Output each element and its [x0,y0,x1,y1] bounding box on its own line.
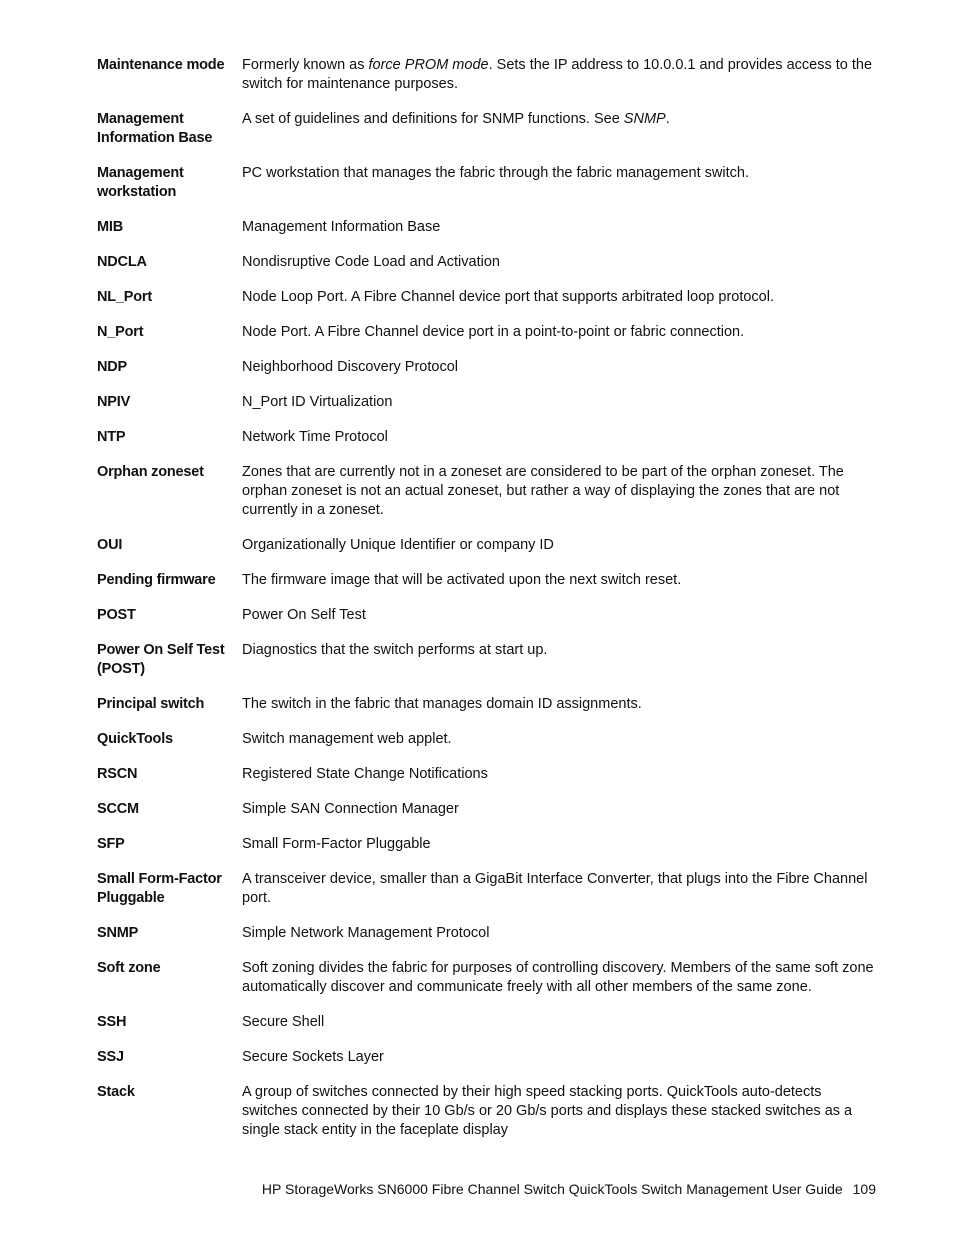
definition-emphasis: SNMP [623,111,666,127]
definition-text: Network Time Protocol [242,429,388,445]
glossary-term: SSH [97,1014,127,1030]
definition-emphasis: force PROM mode [368,57,489,73]
glossary-term: SFP [97,836,125,852]
definition-text: A group of switches connected by their high speed stacking ports. QuickTools auto-detects switches connected by their 10 Gb/s or 20 Gb/s ports and displays these stacked switches as a single stack entity in the faceplate display [242,1084,853,1138]
definition-text: The switch in the fabric that manages domain ID assignments. [242,696,642,712]
glossary-definition [242,765,877,784]
glossary-definition [242,110,877,129]
definition-text: . [665,111,670,127]
glossary-term: QuickTools [97,731,173,747]
glossary-term: NDCLA [97,254,147,270]
glossary-term: Soft zone [97,960,161,976]
glossary-term: NDP [97,359,128,375]
glossary-entry [97,393,877,412]
glossary-term: NL_Port [97,289,152,305]
definition-text: A transceiver device, smaller than a GigaBit Interface Converter, that plugs into the Fibre Channel port. [242,871,868,906]
glossary-definition [242,641,877,660]
definition-text: Neighborhood Discovery Protocol [242,359,458,375]
glossary-term: NPIV [97,394,131,410]
glossary-list [97,56,877,1156]
definition-text: Zones that are currently not in a zoneset are considered to be part of the orphan zoneset. The orphan zoneset is not an actual zoneset, but rather a way of displaying the zones that are not currently in a zoneset. [242,464,844,518]
definition-text: Registered State Change Notifications [242,766,488,782]
glossary-term: SSJ [97,1049,124,1065]
definition-text: Node Loop Port. A Fibre Channel device port that supports arbitrated loop protocol. [242,289,774,305]
glossary-entry [97,606,877,625]
glossary-entry [97,1083,877,1140]
definition-text: . Sets the IP address to 10.0.0.1 and provides access to the switch for maintenance purposes. [242,57,873,92]
glossary-term: NTP [97,429,126,445]
glossary-definition [242,1013,877,1032]
definition-text: PC workstation that manages the fabric through the fabric management switch. [242,165,749,181]
glossary-definition [242,835,877,854]
glossary-definition [242,1083,877,1140]
definition-text: Simple SAN Connection Manager [242,801,459,817]
glossary-term: SNMP [97,925,139,941]
definition-text: Power On Self Test [242,607,366,623]
glossary-term: Maintenance mode [97,57,225,73]
glossary-entry [97,323,877,342]
glossary-entry [97,695,877,714]
glossary-entry [97,730,877,749]
glossary-definition [242,428,877,447]
glossary-entry [97,110,877,148]
glossary-entry [97,765,877,784]
glossary-definition [242,959,877,997]
glossary-term: Stack [97,1084,135,1100]
glossary-definition [242,56,877,94]
page-number: 109 [852,1181,876,1197]
definition-text: Nondisruptive Code Load and Activation [242,254,500,270]
glossary-term: POST [97,607,136,623]
glossary-entry [97,164,877,202]
definition-text: Management Information Base [242,219,441,235]
glossary-term: N_Port [97,324,144,340]
footer-title: HP StorageWorks SN6000 Fibre Channel Switch QuickTools Switch Management User Guide [261,1181,843,1197]
definition-text: Soft zoning divides the fabric for purposes of controlling discovery. Members of the same soft zone automatically discover and communicate freely with all other members of the same zone. [242,960,874,995]
glossary-definition [242,536,877,555]
glossary-term: SCCM [97,801,139,817]
glossary-definition [242,463,877,520]
glossary-definition [242,870,877,908]
definition-text: Secure Shell [242,1014,325,1030]
glossary-entry [97,1013,877,1032]
glossary-definition [242,288,877,307]
glossary-entry [97,641,877,679]
glossary-entry [97,56,877,94]
glossary-entry [97,800,877,819]
glossary-definition [242,695,877,714]
glossary-term: Power On Self Test (POST) [97,642,225,677]
glossary-term: Management Information Base [97,111,213,146]
glossary-entry [97,536,877,555]
glossary-term: Orphan zoneset [97,464,204,480]
glossary-term: Management workstation [97,165,184,200]
definition-text: Diagnostics that the switch performs at start up. [242,642,548,658]
glossary-entry [97,358,877,377]
page-footer [262,1180,876,1199]
glossary-definition [242,323,877,342]
glossary-term: Principal switch [97,696,205,712]
glossary-term: MIB [97,219,123,235]
glossary-entry [97,1048,877,1067]
glossary-term: RSCN [97,766,138,782]
glossary-entry [97,428,877,447]
definition-text: Switch management web applet. [242,731,452,747]
glossary-entry [97,959,877,997]
glossary-entry [97,253,877,272]
glossary-term: Pending firmware [97,572,216,588]
definition-text: Simple Network Management Protocol [242,925,490,941]
definition-text: Node Port. A Fibre Channel device port in a point-to-point or fabric connection. [242,324,745,340]
glossary-entry [97,463,877,520]
definition-text: N_Port ID Virtualization [242,394,393,410]
glossary-definition [242,571,877,590]
glossary-entry [97,835,877,854]
definition-text: A set of guidelines and definitions for SNMP functions. See [242,111,624,127]
glossary-definition [242,800,877,819]
glossary-definition [242,730,877,749]
definition-text: Secure Sockets Layer [242,1049,384,1065]
glossary-term: Small Form-Factor Pluggable [97,871,222,906]
glossary-definition [242,164,877,183]
glossary-term: OUI [97,537,123,553]
glossary-definition [242,358,877,377]
glossary-definition [242,924,877,943]
glossary-definition [242,253,877,272]
glossary-entry [97,870,877,908]
definition-text: Organizationally Unique Identifier or company ID [242,537,554,553]
glossary-definition [242,393,877,412]
glossary-definition [242,1048,877,1067]
glossary-definition [242,606,877,625]
glossary-entry [97,218,877,237]
glossary-entry [97,571,877,590]
definition-text: Formerly known as [242,57,369,73]
glossary-entry [97,288,877,307]
definition-text: Small Form-Factor Pluggable [242,836,431,852]
definition-text: The firmware image that will be activated upon the next switch reset. [242,572,682,588]
glossary-definition [242,218,877,237]
glossary-entry [97,924,877,943]
